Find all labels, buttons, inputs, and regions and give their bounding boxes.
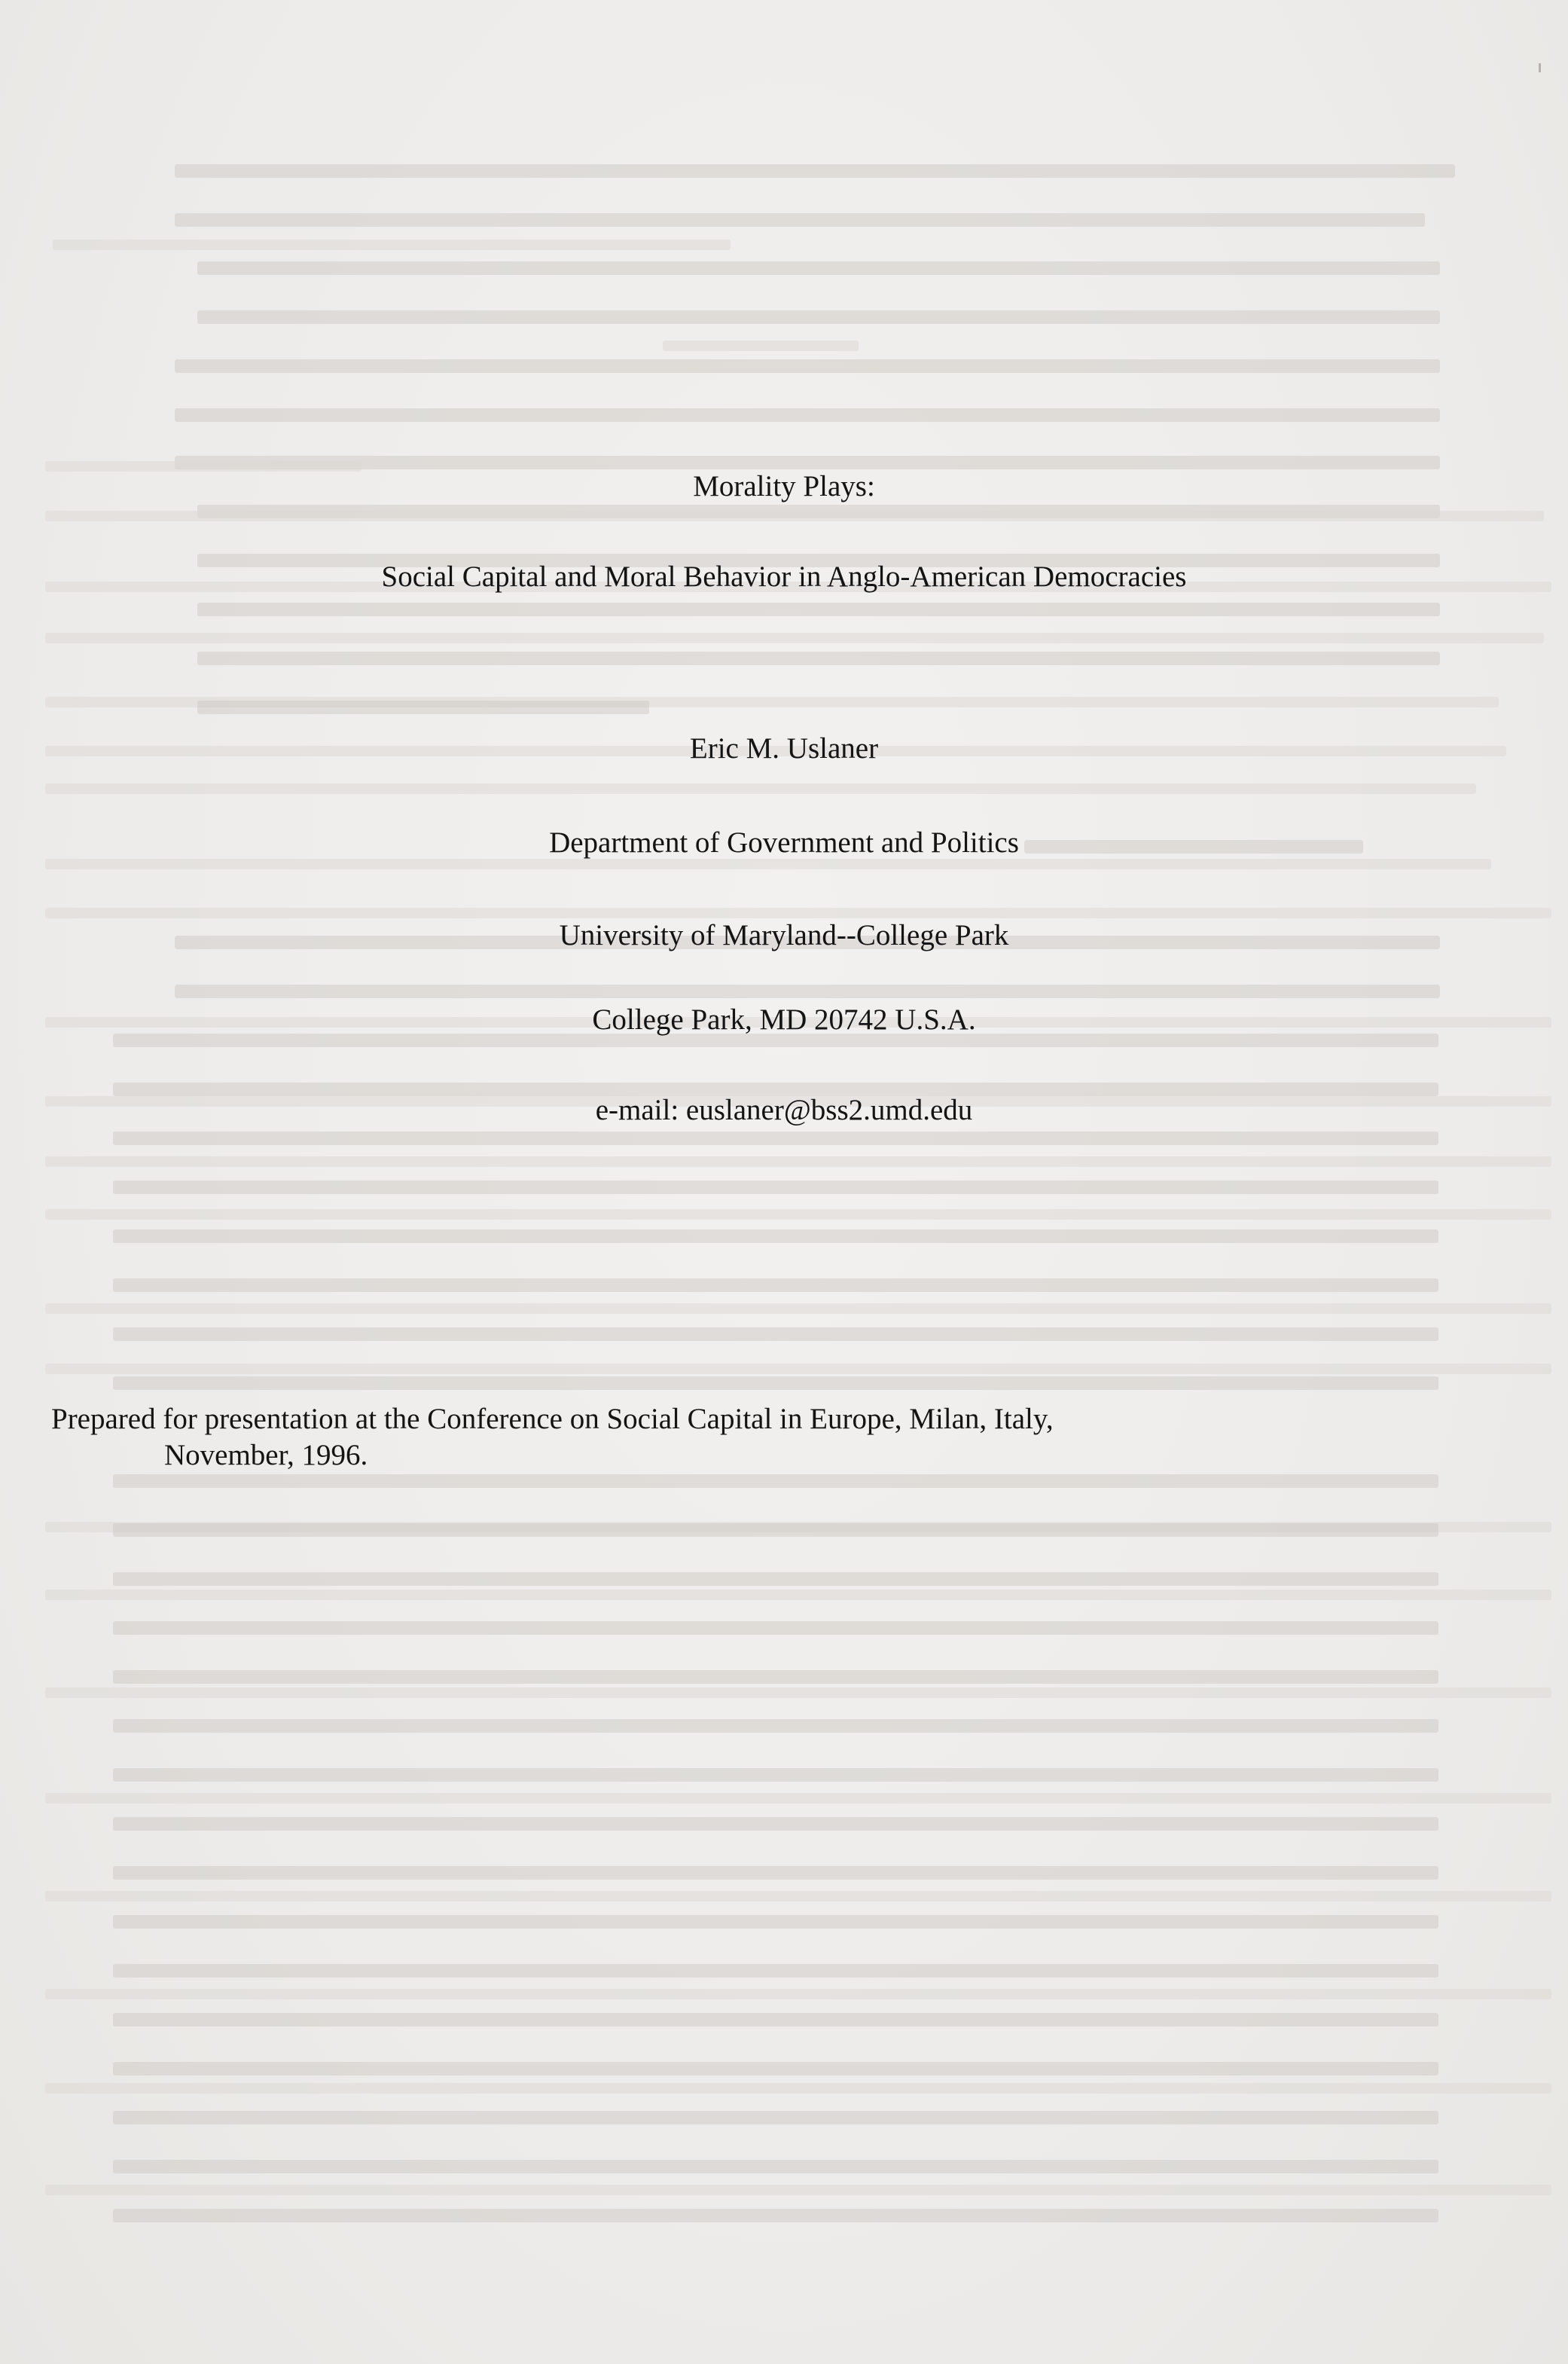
author-email: e-mail: euslaner@bss2.umd.edu (595, 1094, 973, 1126)
presentation-note (51, 1401, 1437, 1474)
author-name: Eric M. Uslaner (689, 732, 879, 765)
paper-title: Morality Plays: (693, 470, 875, 502)
presentation-note-line2: November, 1996. (164, 1439, 368, 1471)
edge-mark (1539, 63, 1541, 72)
presentation-note-line1: Prepared for presentation at the Conference on Social Capital in Europe, Milan, Italy, (51, 1403, 1054, 1435)
author-department: Department of Government and Politics (549, 826, 1019, 859)
paper-subtitle: Social Capital and Moral Behavior in Anglo-American Democracies (381, 560, 1187, 593)
author-university: University of Maryland--College Park (559, 919, 1009, 951)
author-address: College Park, MD 20742 U.S.A. (592, 1003, 976, 1036)
